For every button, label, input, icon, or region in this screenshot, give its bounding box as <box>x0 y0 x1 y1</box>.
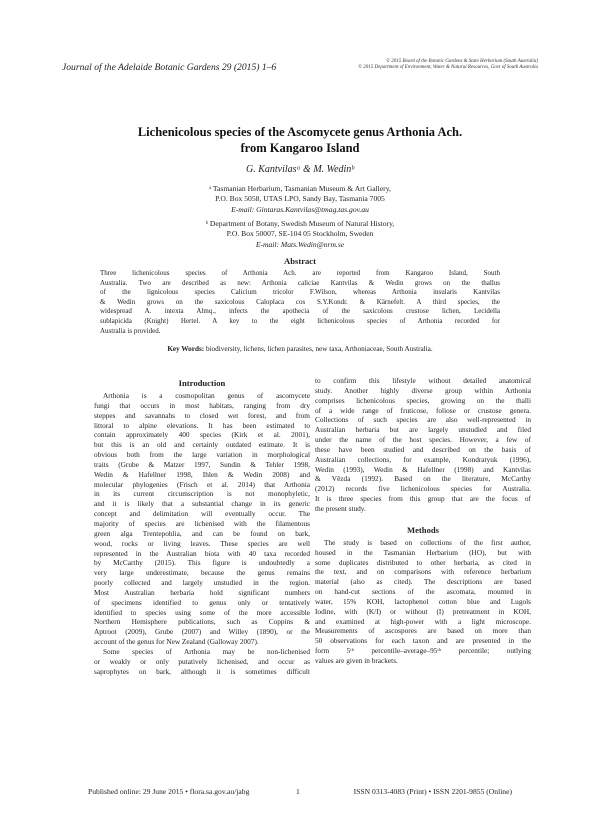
intro-line: Australian collections, for example, Kondratyuk (1996), <box>315 454 531 464</box>
intro-line: & Vězda (1992). Based on the literature, McCarthy <box>315 474 531 484</box>
keywords <box>100 345 500 353</box>
intro-line: Wedin (1993), Wedin & Hafellner (1998) and Kantvilas <box>315 464 531 474</box>
intro-line: Aptroot (2009), Grube (2007) and Willey (1890), or the <box>94 627 310 637</box>
intro-line: green alga Trentepohlia, and can be found on bark, <box>94 528 310 538</box>
intro-line: of specimens identified to genus only or tentatively <box>94 597 310 607</box>
intro-line: Australian herbaria but are largely unstudied and filed <box>315 425 531 435</box>
intro-line: these have been studied and described on the basis of <box>315 444 531 454</box>
methods-heading: Methods <box>407 524 439 535</box>
intro-line: of a wide range of fruticose, foliose or crustose genera. <box>315 405 531 415</box>
intro-line: Collections of such species are also well-represented in <box>315 415 531 425</box>
right-column <box>315 376 531 666</box>
title-line: from Kangaroo Island <box>240 141 360 155</box>
methods-line: form 5ᵗʰ percentile–average–95ᵗʰ percentile; outlying <box>315 646 531 656</box>
intro-line: to confirm this lifestyle without detailed anatomical <box>315 376 531 385</box>
page-number: 1 <box>296 787 300 796</box>
intro-line: concept and delimitation will eventually occur. The <box>94 509 310 519</box>
methods-line: 50 observations for each taxon and are presented in the <box>315 636 531 646</box>
intro-line: saprophytes on bark, although it is sometimes difficult <box>94 666 310 676</box>
abstract-line: of the lignicolous species Calicium tricolor F.Wilson, whereas Arthonia insularis Kantvilas <box>100 288 500 297</box>
methods-line: on hand-cut sections of the ascomata, mounted in <box>315 587 531 597</box>
intro-line: and it is likely that a substantial change in its generic <box>94 499 310 509</box>
abstract-body <box>100 269 500 336</box>
abstract-line: Australia. Two are described as new: Arthonia caliciae Kantvilas & Wedin grows on the thallus <box>100 278 500 287</box>
abstract-line: & Wedin grows on the saxicolous Caloplaca cos S.Y.Kondr. & Kärnefelt. A third species, the <box>100 297 500 306</box>
footer-published: Published online: 29 June 2015 • flora.sa.gov.au/jabg <box>88 787 250 796</box>
keywords-label: Key Words: <box>167 345 205 353</box>
methods-line: water, 15% KOH, lactophenol cotton blue and Lugols <box>315 596 531 606</box>
methods-line: Measurements of ascospores are based on more than <box>315 626 531 636</box>
copyright-line: © 2015 Board of the Botanic Gardens & State Herbarium (South Australia) <box>386 59 538 64</box>
copyright-line: © 2015 Department of Environment, Water & Natural Resources, Govt of South Australia <box>358 65 538 71</box>
abstract-line: widespread A. intexta Almq., infects the apothecia of the saxicolous crustose lichen, Lecidella <box>100 307 500 316</box>
affiliation-b <box>62 219 538 250</box>
intro-line: It is three species from this group that are the focus of <box>315 494 531 504</box>
intro-line: study. Another highly diverse group within Arthonia <box>315 385 531 395</box>
methods-line: housed in the Tasmanian Herbarium (HO), but with <box>315 547 531 557</box>
journal-citation: Journal of the Adelaide Botanic Gardens 29 (2015) 1–6 <box>62 62 277 73</box>
intro-line: comprises lichenicolous species, growing on the thalli <box>315 395 531 405</box>
methods-line: some duplicates distributed to other herbaria, as cited in <box>315 557 531 567</box>
intro-line: Northern Hemisphere publications, such as Coppins & <box>94 617 310 627</box>
intro-line: (2012) records five lichenicolous species for Australia. <box>315 484 531 494</box>
intro-line: very large underestimate, because the genus remains <box>94 568 310 578</box>
intro-line: contain approximately 400 species (Kirk et al. 2001), <box>94 430 310 440</box>
intro-line: Arthonia is a cosmopolitan genus of ascomycete <box>103 391 310 400</box>
intro-line: Wedin & Hafellner 1998, Ihlen & Wedin 2008) and <box>94 469 310 479</box>
intro-line: represented in the Australian biota with 40 taxa recorded <box>94 548 310 558</box>
intro-line: obvious both from the large variation in morphological <box>94 450 310 460</box>
intro-line: Most Australian herbaria hold significant numbers <box>94 587 310 597</box>
intro-line: littoral to alpine elevations. It has been estimated to <box>94 420 310 430</box>
affiliation-line: ᵃ Tasmanian Herbarium, Tasmanian Museum & Art Gallery, <box>209 184 391 193</box>
intro-line: wood, rocks or living leaves. These species are well <box>94 538 310 548</box>
intro-line: the present study. <box>315 503 366 513</box>
affiliation-line: ᵇ Department of Botany, Swedish Museum of Natural History, <box>205 219 395 228</box>
abstract-line: sublapicida (Knight) Hertel. A key to the eight lichenicolous species of Arthonia recorded for <box>100 316 500 325</box>
footer-issn: ISSN 0313-4083 (Print) • ISSN 2201-9855 (Online) <box>353 787 512 796</box>
intro-line: but this is an old and certainly outdated estimate. It is <box>94 440 310 450</box>
methods-line: and examined at high-power with a light microscope. <box>315 616 531 626</box>
affiliation-email: E-mail: Mats.Wedin@nrm.se <box>255 239 345 249</box>
intro-line: fungi that occurs in most habitats, ranging from dry <box>94 400 310 410</box>
intro-line: Some species of Arthonia may be non-lichenised <box>103 646 310 656</box>
introduction-heading: Introduction <box>178 378 226 388</box>
methods-line: the text, and on comparisons with reference herbarium <box>315 567 531 577</box>
author-list: G. Kantvilasᵃ & M. Wedinᵇ <box>246 164 354 175</box>
methods-line: values are given in brackets. <box>315 655 398 665</box>
intro-line: or weakly or only putatively lichenised, and occur as <box>94 656 310 666</box>
intro-line: account of the genus for New Zealand (Galloway 2007). <box>94 637 259 647</box>
paper-title <box>62 124 538 156</box>
affiliation-email: E-mail: Gintaras.Kantvilas@tmag.tas.gov.au <box>231 204 369 214</box>
abstract-line: Three lichenicolous species of Arthonia Ach. are reported from Kangaroo Island, South <box>100 269 500 277</box>
intro-line: molecular phylogenies (Frisch et al. 2014) that Arthonia <box>94 479 310 489</box>
intro-line: poorly collected and largely unstudied in the region. <box>94 578 310 588</box>
abstract-line: Australia is provided. <box>100 326 161 335</box>
methods-line: material (also as cited). The descriptions are based <box>315 577 531 587</box>
abstract-heading: Abstract <box>284 256 316 266</box>
intro-line: traits (Grube & Matzer 1997, Sundin & Tehler 1998, <box>94 459 310 469</box>
methods-line: The study is based on collections of the first author, <box>324 537 531 547</box>
intro-line: by McCarthy (2015). This figure is undoubtedly a <box>94 558 310 568</box>
intro-line: majority of species are lichenised with the filamentous <box>94 518 310 528</box>
intro-line: identified to species using some of the more accessible <box>94 607 310 617</box>
affiliation-line: P.O. Box 5058, UTAS LPO, Sandy Bay, Tasmania 7005 <box>215 194 385 204</box>
intro-line: steppes and savannahs to closed wet forest, and from <box>94 410 310 420</box>
intro-line: under the name of the host species. However, a few of <box>315 435 531 445</box>
title-line: Lichenicolous species of the Ascomycete genus Arthonia Ach. <box>137 125 463 139</box>
affiliation-a <box>62 184 538 215</box>
left-column <box>94 376 310 676</box>
methods-line: Iodine, with (K/I) or without (I) pretreatment in KOH, <box>315 606 531 616</box>
keywords-text: biodiversity, lichens, lichen parasites, new taxa, Arthoniaceae, South Australia. <box>204 345 433 353</box>
intro-line: in its current circumscription is not monophyletic, <box>94 489 310 499</box>
affiliation-line: P.O. Box 50007, SE-104 05 Stockholm, Sweden <box>226 229 374 239</box>
copyright-notice <box>278 59 538 72</box>
section-gap <box>315 514 531 523</box>
